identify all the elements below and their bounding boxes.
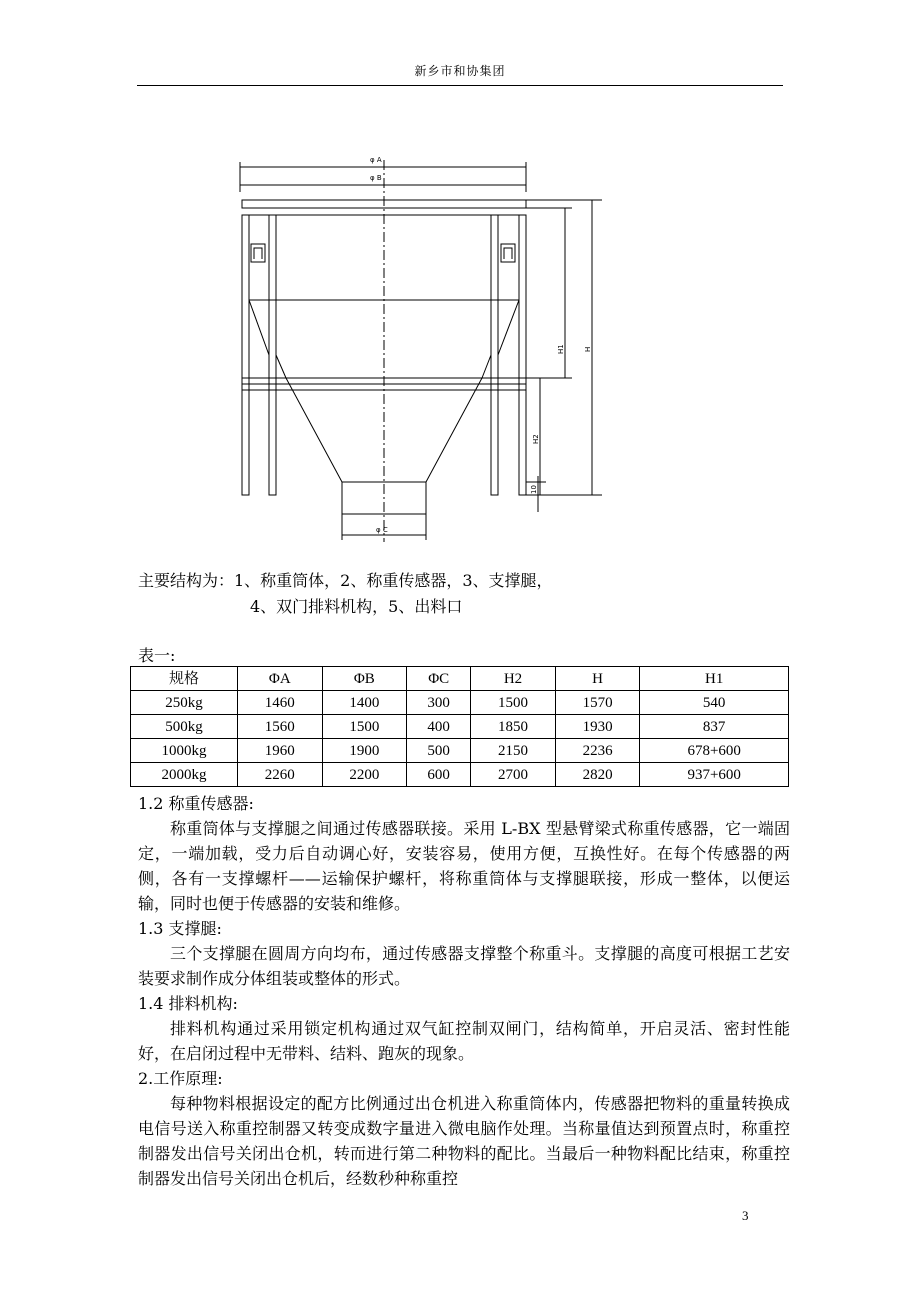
table-cell: 2700 (471, 763, 556, 787)
table-cell: 678+600 (640, 739, 789, 763)
page-number: 3 (742, 1208, 749, 1223)
table-cell: 500 (407, 739, 471, 763)
table-row (131, 763, 789, 787)
table-cell: 2000kg (131, 763, 238, 787)
body-text (138, 791, 790, 1191)
table-cell: 1500 (322, 715, 407, 739)
spec-table (130, 666, 789, 787)
table-cell: 2200 (322, 763, 407, 787)
h0-label: 10 (530, 485, 538, 494)
table-cell: 1400 (322, 691, 407, 715)
header-cell: ΦA (238, 667, 323, 691)
table-cell: 2820 (555, 763, 640, 787)
h2-label: H2 (532, 434, 540, 444)
header-cell: H (555, 667, 640, 691)
table-cell: 2260 (238, 763, 323, 787)
section-heading: 1.3 支撑腿: (138, 919, 222, 938)
section-heading: 1.2 称重传感器: (138, 794, 254, 813)
table-cell: 837 (640, 715, 789, 739)
section-heading: 2.工作原理: (138, 1069, 223, 1088)
section-paragraph: 称重筒体与支撑腿之间通过传感器联接。采用 L-BX 型悬臂梁式称重传感器，它一端固定，一端加载，受力后自动调心好，安装容易，使用方便，互换性好。在每个传感器的两侧，各有一支撑螺杆——运输保护螺杆，将称重筒体与支撑腿联接，形成一整体，以便运输，同时也便于传感器的安装和维修。 (138, 819, 790, 913)
structure-caption (138, 568, 553, 620)
table-cell: 937+600 (640, 763, 789, 787)
hopper-drawing (220, 140, 620, 560)
section-paragraph: 三个支撑腿在圆周方向均布，通过传感器支撑整个称重斗。支撑腿的高度可根据工艺安装要求制作成分体组装或整体的形式。 (138, 944, 790, 988)
table-row (131, 691, 789, 715)
hopper-drawing-svg (220, 140, 620, 560)
table-cell: 1930 (555, 715, 640, 739)
table-header-row (131, 667, 789, 691)
table-cell: 300 (407, 691, 471, 715)
table-cell: 500kg (131, 715, 238, 739)
table-cell: 600 (407, 763, 471, 787)
section-paragraph: 排料机构通过采用锁定机构通过双气缸控制双闸门，结构简单，开启灵活、密封性能好，在启闭过程中无带料、结料、跑灰的现象。 (138, 1019, 790, 1063)
table-label: 表一: (138, 646, 176, 665)
table-cell: 1560 (238, 715, 323, 739)
section-paragraph: 每种物料根据设定的配方比例通过出仓机进入称重筒体内，传感器把物料的重量转换成电信号送入称重控制器又转变成数字量进入微电脑作处理。当称量值达到预置点时，称重控制器发出信号关闭出仓机，转而进行第二种物料的配比。当最后一种物料配比结束，称重控制器发出信号关闭出仓机后，经数秒种称重控 (138, 1094, 790, 1188)
phi-b-label: φ B (370, 174, 382, 182)
header-cell: H2 (471, 667, 556, 691)
table-cell: 1960 (238, 739, 323, 763)
table-cell: 1900 (322, 739, 407, 763)
header-cell: H1 (640, 667, 789, 691)
table-cell: 400 (407, 715, 471, 739)
table-cell: 540 (640, 691, 789, 715)
header-cell: ΦC (407, 667, 471, 691)
header-rule (137, 85, 783, 86)
table-cell: 1570 (555, 691, 640, 715)
table-cell: 1000kg (131, 739, 238, 763)
caption-line-1: 主要结构为：1、称重筒体，2、称重传感器，3、支撑腿， (138, 571, 553, 590)
h-label: H (584, 346, 592, 352)
table-cell: 1850 (471, 715, 556, 739)
table-row (131, 715, 789, 739)
h1-label: H1 (557, 344, 565, 354)
header-cell: 规格 (131, 667, 238, 691)
table-cell: 2150 (471, 739, 556, 763)
table-cell: 2236 (555, 739, 640, 763)
table-cell: 1460 (238, 691, 323, 715)
section-heading: 1.4 排料机构: (138, 994, 238, 1013)
phi-c-label: φ C (376, 526, 388, 534)
table-row (131, 739, 789, 763)
caption-line-2: 4、双门排料机构，5、出料口 (250, 597, 463, 616)
header-cell: ΦB (322, 667, 407, 691)
phi-a-label: φ A (370, 156, 382, 164)
table-cell: 250kg (131, 691, 238, 715)
page-header: 新乡市和协集团 (414, 64, 506, 78)
table-cell: 1500 (471, 691, 556, 715)
